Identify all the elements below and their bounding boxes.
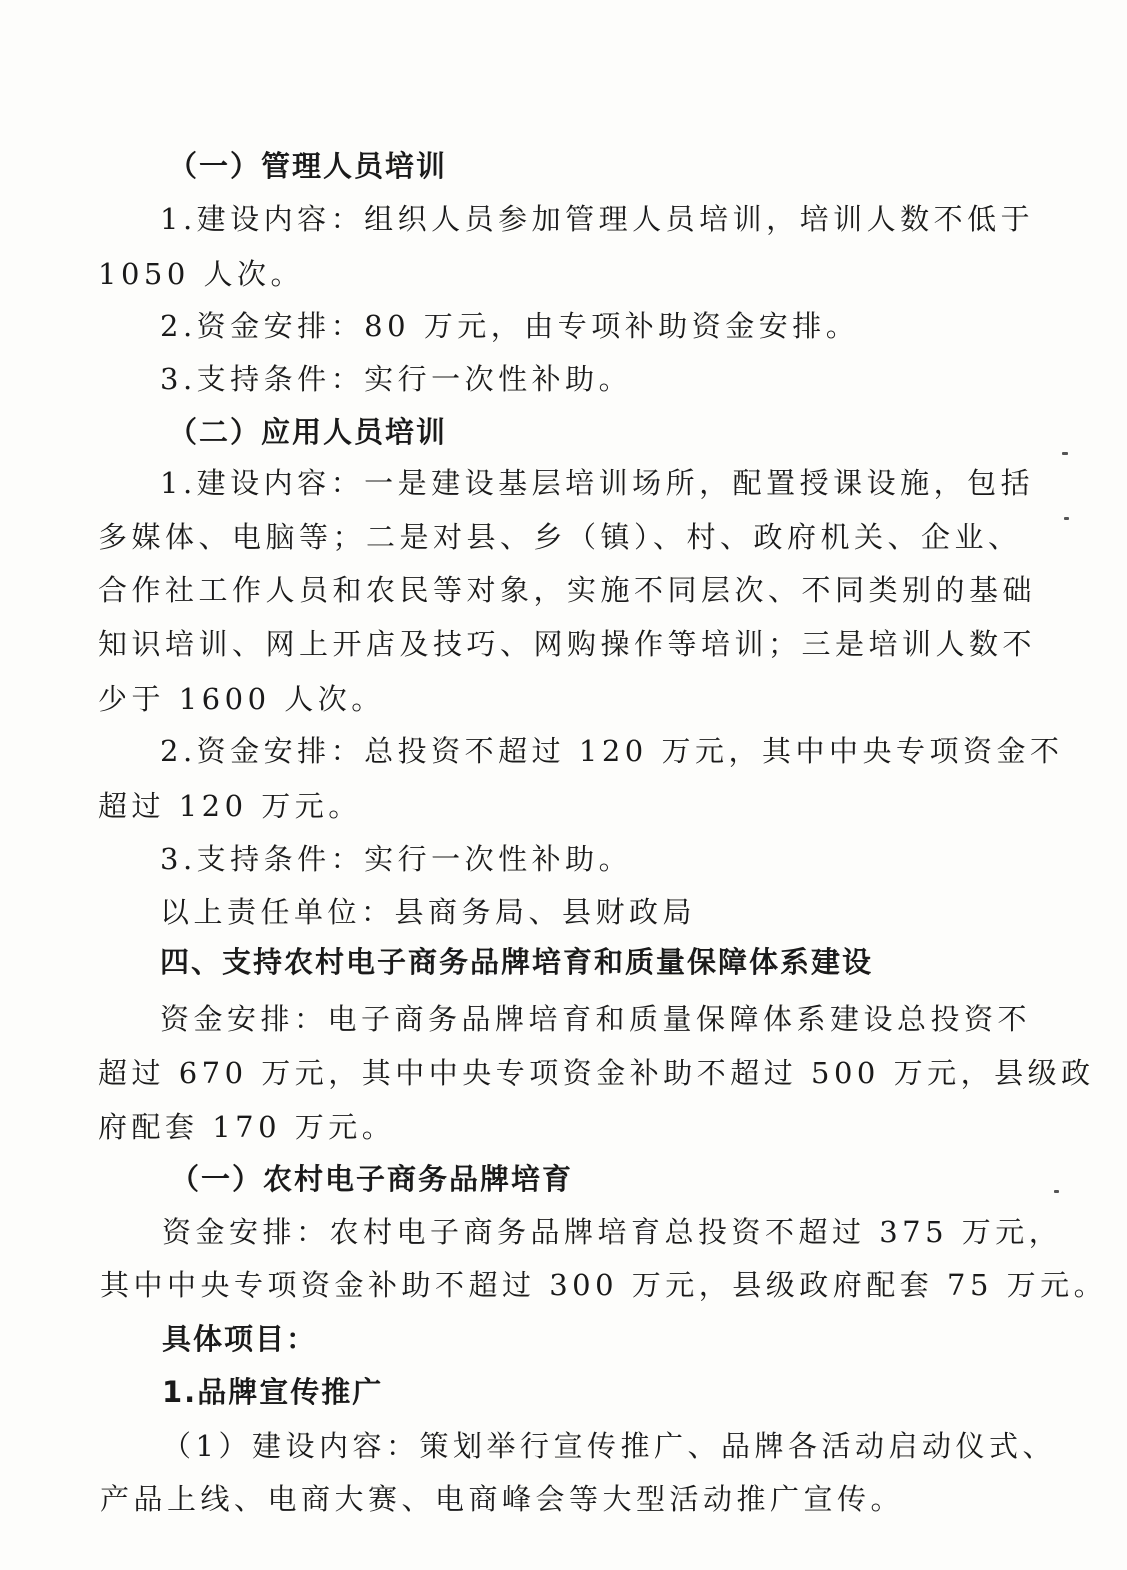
paragraph-line: 多媒体、电脑等；二是对县、乡（镇）、村、政府机关、企业、 [98, 520, 1022, 554]
paragraph-line: 产品上线、电商大赛、电商峰会等大型活动推广宣传。 [100, 1482, 905, 1516]
section-heading-rural-ecommerce-brand: （一）农村电子商务品牌培育 [170, 1162, 574, 1196]
scan-speck [1054, 1190, 1059, 1193]
paragraph-line: 1.建设内容：一是建设基层培训场所，配置授课设施，包括 [160, 466, 1035, 500]
scan-speck [1064, 517, 1069, 520]
subheading-brand-promotion: 1.品牌宣传推广 [162, 1375, 384, 1409]
paragraph-line: 1050 人次。 [98, 257, 305, 291]
paragraph-line: 超过 120 万元。 [98, 789, 362, 823]
section-heading-management-training: （一）管理人员培训 [168, 149, 448, 183]
paragraph-line: 资金安排：农村电子商务品牌培育总投资不超过 375 万元， [162, 1215, 1063, 1249]
paragraph-line: 3.支持条件：实行一次性补助。 [160, 842, 633, 876]
paragraph-line: 2.资金安排：80 万元，由专项补助资金安排。 [160, 309, 860, 343]
chapter-heading-brand-cultivation: 四、支持农村电子商务品牌培育和质量保障体系建设 [160, 945, 874, 979]
paragraph-line: 知识培训、网上开店及技巧、网购操作等培训；三是培训人数不 [98, 627, 1037, 661]
paragraph-line: （1）建设内容：策划举行宣传推广、品牌各活动启动仪式、 [162, 1429, 1056, 1463]
paragraph-line: 资金安排：电子商务品牌培育和质量保障体系建设总投资不 [160, 1002, 1032, 1036]
paragraph-line: 1.建设内容：组织人员参加管理人员培训，培训人数不低于 [160, 202, 1035, 236]
paragraph-line: 少于 1600 人次。 [98, 682, 385, 716]
scan-speck [1062, 452, 1068, 455]
paragraph-line: 合作社工作人员和农民等对象，实施不同层次、不同类别的基础 [98, 573, 1037, 607]
section-heading-application-training: （二）应用人员培训 [168, 415, 448, 449]
paragraph-line: 超过 670 万元，其中中央专项资金补助不超过 500 万元，县级政 [98, 1056, 1095, 1090]
paragraph-line: 3.支持条件：实行一次性补助。 [160, 362, 633, 396]
paragraph-line: 其中中央专项资金补助不超过 300 万元，县级政府配套 75 万元。 [100, 1268, 1108, 1302]
paragraph-line: 以上责任单位：县商务局、县财政局 [160, 895, 697, 929]
paragraph-line: 2.资金安排：总投资不超过 120 万元，其中中央专项资金不 [160, 734, 1064, 768]
subheading-specific-projects: 具体项目： [162, 1322, 318, 1356]
paragraph-line: 府配套 170 万元。 [98, 1110, 396, 1144]
